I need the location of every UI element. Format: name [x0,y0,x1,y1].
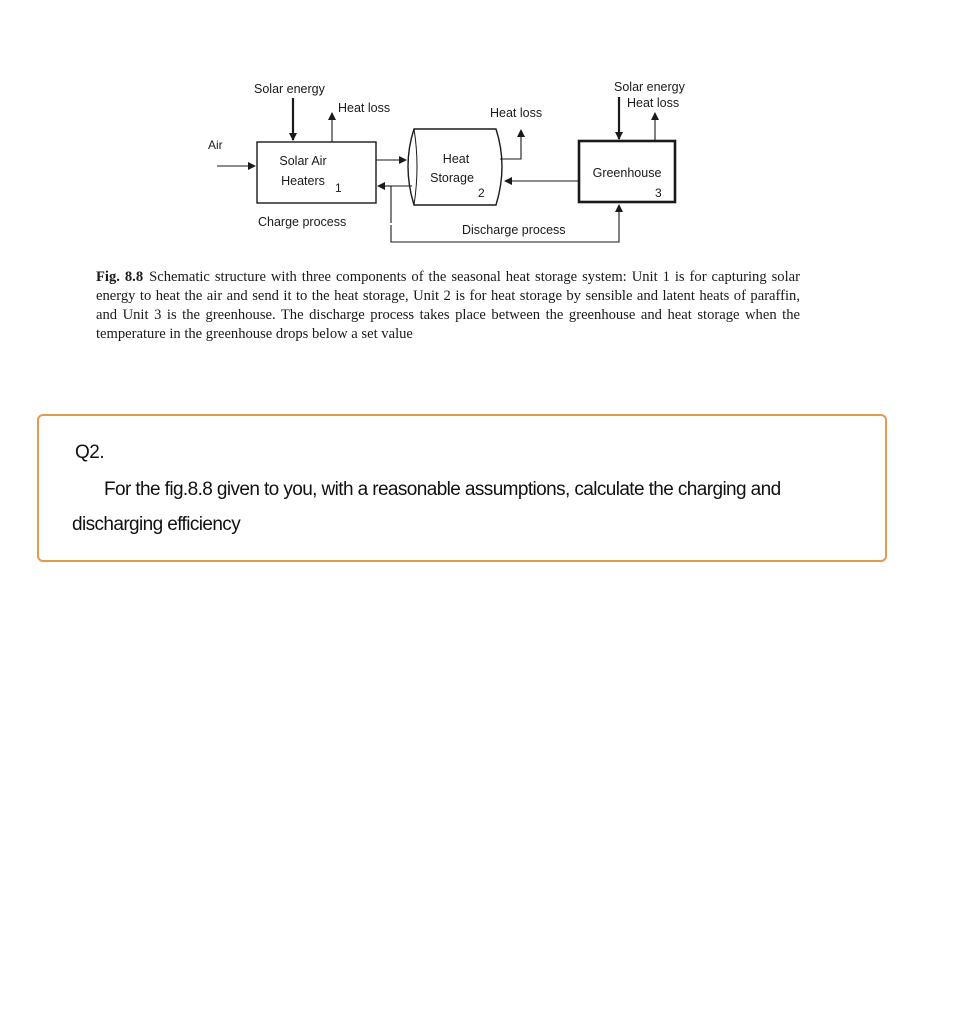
heat-loss-label-storage: Heat loss [490,106,543,120]
heat-storage-label-line2: Storage [430,171,474,185]
figure-caption-text: Schematic structure with three components of the seasonal heat storage system: Unit 1 is for capturing solar energy to heat the air and send it to the heat storage, Unit 2 is for heat storage by sensible and latent heats of paraffin, and Unit 3 is the greenhouse. The discharge process takes place between the greenhouse and heat storage when the temperature in the greenhouse drops below a set value [96,269,800,342]
question-box [37,414,887,562]
greenhouse-label: Greenhouse [592,166,662,180]
solar-energy-label-right: Solar energy [614,80,685,94]
heat-storage-tank [408,129,502,205]
heat-loss-arrow-storage [500,130,521,159]
heat-storage-number: 2 [478,186,485,200]
heat-loss-label-greenhouse: Heat loss [627,96,680,110]
solar-energy-label-left: Solar energy [254,82,325,96]
discharge-process-label: Discharge process [462,223,566,237]
solar-air-heaters-number: 1 [335,181,342,195]
air-label: Air [208,138,223,152]
question-number: Q2. [75,442,105,463]
figure-caption [96,268,800,344]
heat-loss-label-heaters: Heat loss [338,101,391,115]
solar-air-heaters-label-line1: Solar Air [279,154,327,168]
figure-caption-label: Fig. 8.8 [96,269,144,285]
solar-air-heaters-label-line2: Heaters [281,174,325,188]
solar-air-heaters-box [257,142,376,203]
charge-return-loop [391,186,412,223]
question-text: For the fig.8.8 given to you, with a reasonable assumptions, calculate the charging and discharging efficiency [72,479,781,535]
charge-process-label: Charge process [258,215,347,229]
heat-storage-schematic [0,0,958,260]
greenhouse-number: 3 [655,186,662,200]
heat-storage-label-line1: Heat [442,152,470,166]
